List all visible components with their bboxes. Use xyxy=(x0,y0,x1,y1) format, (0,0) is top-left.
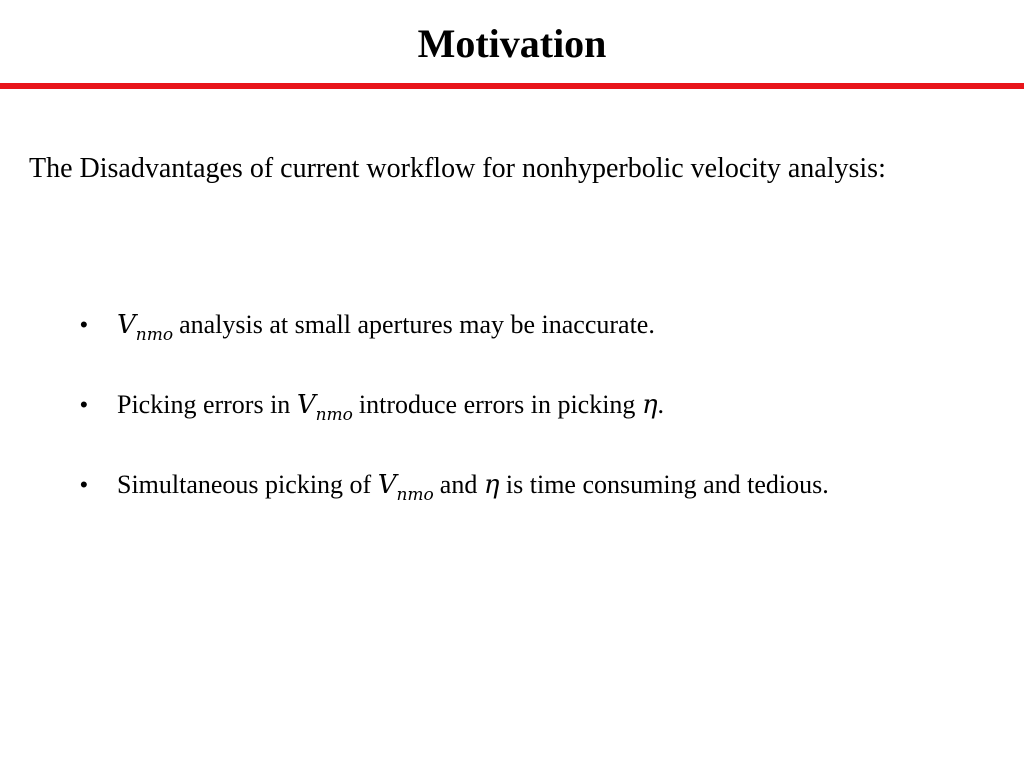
bullet-text-mid: introduce errors in picking xyxy=(358,390,642,419)
bullet-item-vnmo-aperture xyxy=(0,300,1024,380)
bullet-item-picking-errors xyxy=(0,380,1024,460)
math-symbol-eta: η xyxy=(641,390,658,420)
slide-title: Motivation xyxy=(417,21,607,66)
bullet-text xyxy=(117,380,664,433)
bullet-text-mid: and xyxy=(439,470,484,499)
math-subscript-nmo: nmo xyxy=(135,325,174,345)
intro-paragraph: The Disadvantages of current workflow for nonhyperbolic velocity analysis: xyxy=(29,153,886,184)
bullet-item-simultaneous-picking xyxy=(0,460,1024,540)
bullet-list xyxy=(0,300,1024,540)
bullet-text-before: Picking errors in xyxy=(117,390,297,419)
bullet-dot-icon: • xyxy=(80,472,88,497)
bullet-text-after: analysis at small apertures may be inaccurate. xyxy=(179,310,655,339)
bullet-text xyxy=(117,300,655,353)
bullet-dot-icon: • xyxy=(80,392,88,417)
math-subscript-nmo: nmo xyxy=(315,405,353,425)
title-underline-rule xyxy=(0,83,1024,89)
math-variable-v: V xyxy=(296,390,316,420)
bullet-text xyxy=(117,460,829,513)
bullet-dot-icon: • xyxy=(80,312,88,337)
math-subscript-nmo: nmo xyxy=(396,485,434,505)
bullet-text-end: . xyxy=(657,390,665,419)
bullet-text-before: Simultaneous picking of xyxy=(117,470,378,499)
math-variable-v: V xyxy=(117,310,136,340)
bullet-text-end: is time consuming and tedious. xyxy=(499,470,829,499)
math-variable-v: V xyxy=(377,470,397,500)
math-symbol-eta: η xyxy=(483,470,500,500)
